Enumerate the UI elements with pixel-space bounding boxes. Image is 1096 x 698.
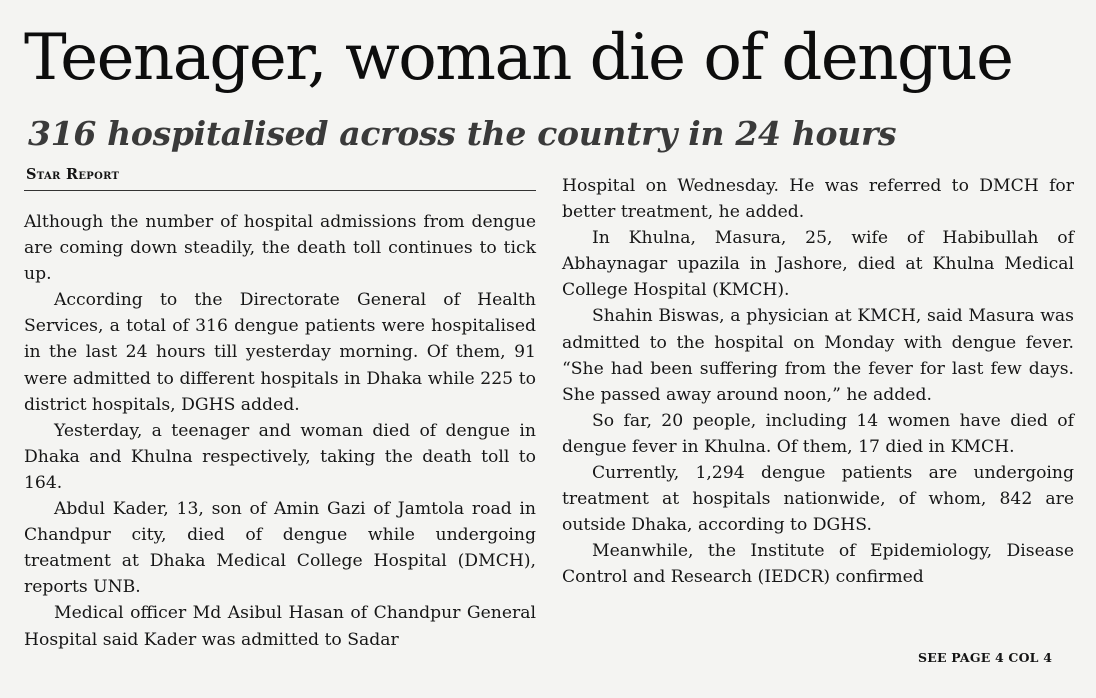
article-column-1 [24, 209, 536, 653]
paragraph: So far, 20 people, including 14 women have died of dengue fever in Khulna. Of them, 17 died in KMCH. [562, 410, 1074, 457]
article-column-2 [562, 173, 1074, 591]
byline-divider [24, 190, 536, 191]
paragraph: Currently, 1,294 dengue patients are undergoing treatment at hospitals nationwide, of whom, 842 are outside Dhaka, according to DGHS. [562, 463, 1074, 536]
paragraph: Yesterday, a teenager and woman died of dengue in Dhaka and Khulna respectively, taking the death toll to 164. [24, 420, 536, 493]
paragraph: According to the Directorate General of Health Services, a total of 316 dengue patients were hospitalised in the last 24 hours till yesterday morning. Of them, 91 were admitted to different hospitals in Dhaka while 225 to district hospitals, DGHS added. [24, 290, 536, 415]
headline: Teenager, woman die of dengue [24, 21, 1013, 95]
continuation-jump-line: SEE PAGE 4 COL 4 [918, 650, 1053, 665]
paragraph: In Khulna, Masura, 25, wife of Habibullah of Abhaynagar upazila in Jashore, died at Khulna Medical College Hospital (KMCH). [562, 228, 1074, 301]
paragraph: Meanwhile, the Institute of Epidemiology, Disease Control and Research (IEDCR) confirmed [562, 541, 1074, 588]
subheadline: 316 hospitalised across the country in 24 hours [28, 114, 897, 153]
paragraph: Hospital on Wednesday. He was referred to DMCH for better treatment, he added. [562, 176, 1074, 223]
paragraph: Abdul Kader, 13, son of Amin Gazi of Jamtola road in Chandpur city, died of dengue while undergoing treatment at Dhaka Medical College Hospital (DMCH), reports UNB. [24, 499, 536, 598]
paragraph: Shahin Biswas, a physician at KMCH, said Masura was admitted to the hospital on Monday with dengue fever. “She had been suffering from the fever for last few days. She passed away around noon,” he added. [562, 306, 1074, 405]
byline: Star Report [26, 166, 120, 183]
paragraph: Although the number of hospital admissions from dengue are coming down steadily, the death toll continues to tick up. [24, 212, 536, 285]
paragraph: Medical officer Md Asibul Hasan of Chandpur General Hospital said Kader was admitted to Sadar [24, 603, 536, 650]
